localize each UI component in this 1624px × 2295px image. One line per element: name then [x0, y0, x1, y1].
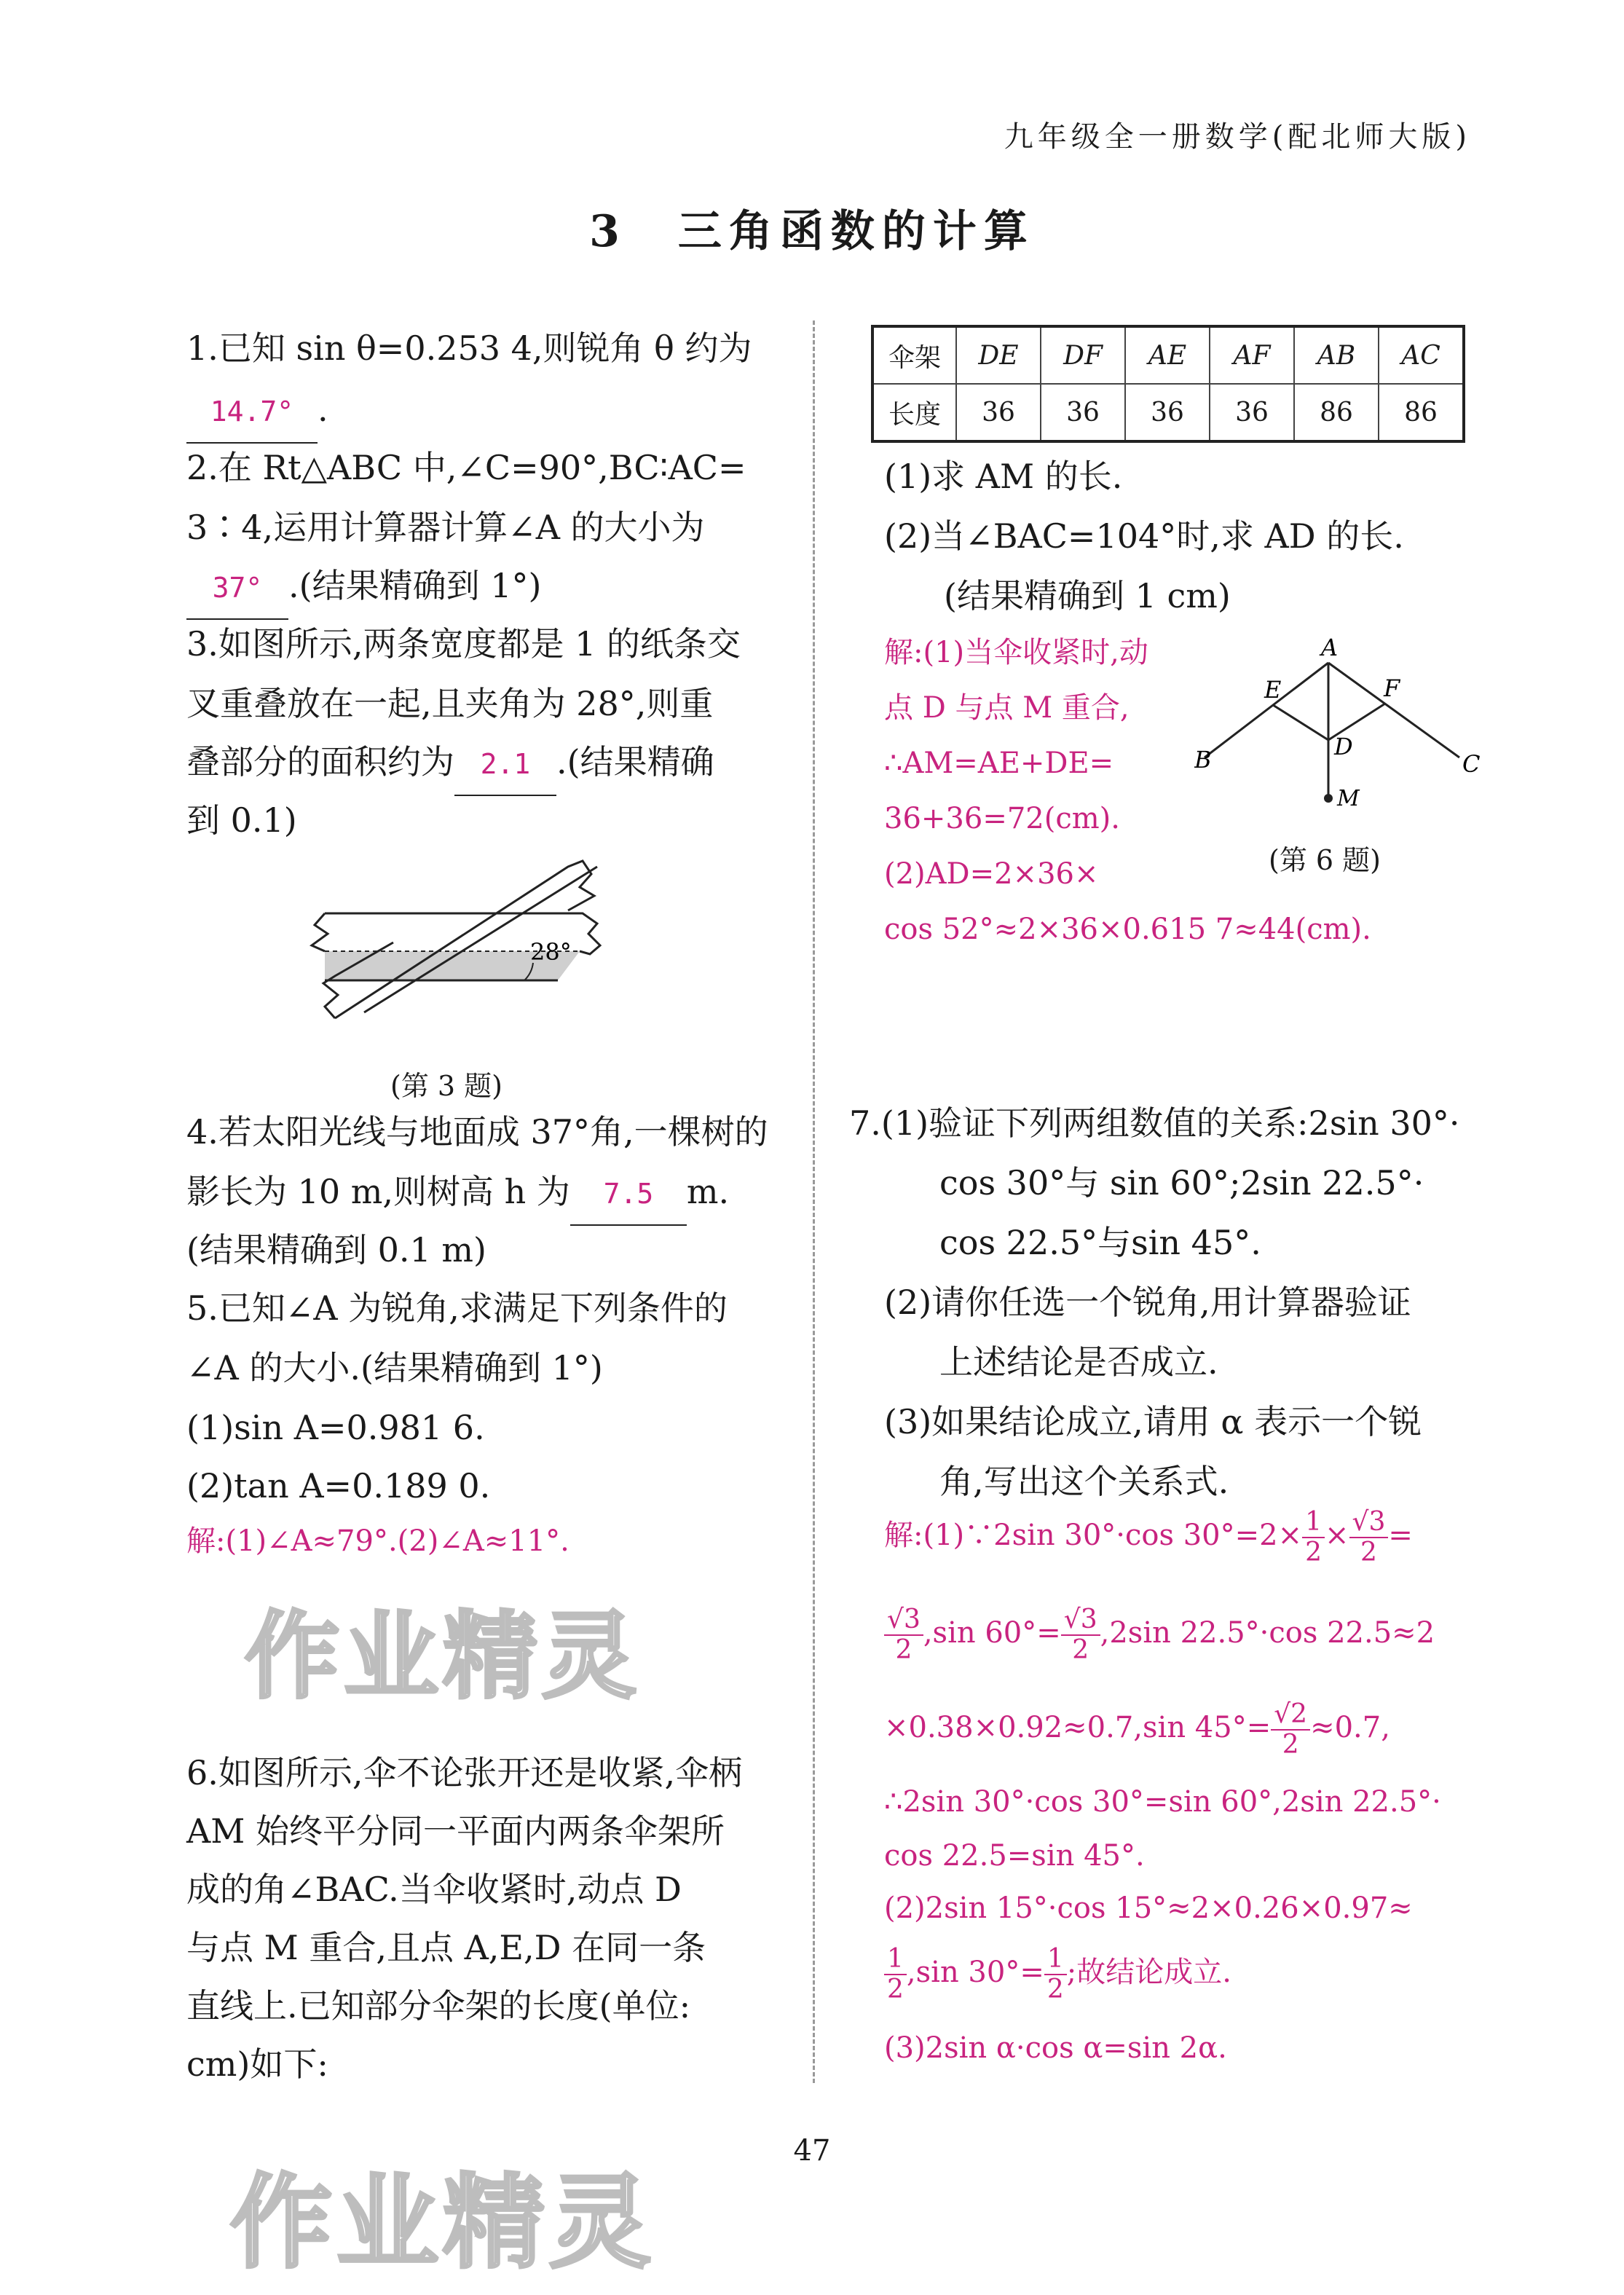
- q3-line3-start: 叠部分的面积约为: [186, 742, 454, 782]
- fraction-den: 2: [1360, 1538, 1377, 1567]
- table-cell: AC: [1379, 326, 1464, 384]
- q6-sol6: cos 52°≈2×36×0.615 7≈44(cm).: [884, 913, 1371, 946]
- q7-sol-c-text: ×0.38×0.92≈0.7,sin 45°=: [884, 1711, 1272, 1744]
- fraction-half: [1302, 1508, 1325, 1567]
- q6-line3: 成的角∠BAC.当伞收紧时,动点 D: [186, 1870, 682, 1909]
- q3-paper-strips-figure: [306, 852, 626, 1034]
- q7-sol-g-text1: ,sin 30°=: [906, 1956, 1044, 1989]
- q1-answer: 14.7°: [186, 381, 318, 444]
- table-cell: 长度: [872, 384, 956, 441]
- q6-caption: (第 6 题): [1269, 844, 1381, 876]
- q7-sol-f: (2)2sin 15°·cos 15°≈2×0.26×0.97≈: [884, 1891, 1413, 1925]
- table-cell: 86: [1294, 384, 1379, 441]
- q6-point-M: [1324, 794, 1333, 803]
- page-header: 九年级全一册数学(配北师大版): [1004, 120, 1471, 154]
- q5-part2: (2)tan A=0.189 0.: [186, 1466, 491, 1505]
- q6-table-header-row: [872, 326, 1464, 384]
- watermark-middle: 作业精灵: [245, 1601, 642, 1712]
- fraction-num: √3: [884, 1605, 923, 1636]
- q3-caption: (第 3 题): [390, 1070, 502, 1102]
- watermark-bottom: 作业精灵: [230, 2164, 656, 2283]
- q6-label-C: C: [1462, 750, 1481, 778]
- q7-sol-b-text2: ,2sin 22.5°·cos 22.5≈2: [1100, 1616, 1435, 1650]
- q4-line1: 4.若太阳光线与地面成 37°角,一棵树的: [186, 1112, 768, 1152]
- fraction-half: [884, 1945, 907, 2004]
- q7-sol-a: [884, 1508, 1413, 1567]
- q5-solution: 解:(1)∠A≈79°.(2)∠A≈11°.: [186, 1524, 569, 1558]
- table-cell: 86: [1379, 384, 1464, 441]
- fraction-num: 1: [884, 1945, 907, 1975]
- q7-sol-g-text2: ;故结论成立.: [1066, 1956, 1231, 1989]
- fraction-num: 1: [1302, 1508, 1325, 1538]
- q3-line4: 到 0.1): [186, 800, 297, 840]
- q2-answer: 37°: [186, 557, 288, 620]
- q3-line3: [186, 731, 714, 796]
- q3-line2: 叉重叠放在一起,且夹角为 28°,则重: [186, 684, 714, 723]
- q7-line5: 上述结论是否成立.: [939, 1342, 1218, 1382]
- fraction-num: √3: [1349, 1508, 1389, 1538]
- q1-end: .: [318, 390, 328, 429]
- q7-sol-c-text2: ≈0.7,: [1310, 1711, 1390, 1744]
- q1-answer-line: [186, 379, 328, 444]
- section-title: 3 三角函数的计算: [589, 206, 1035, 257]
- q6-sol4: 36+36=72(cm).: [884, 802, 1120, 835]
- q3-answer: 2.1: [454, 733, 556, 796]
- q6-part2b: (结果精确到 1 cm): [944, 576, 1231, 615]
- q7-line6: (3)如果结论成立,请用 α 表示一个锐: [884, 1402, 1422, 1441]
- q4-line2-end: m.: [686, 1172, 730, 1211]
- q2-line3: [186, 555, 541, 620]
- q6-line2: AM 始终平分同一平面内两条伞架所: [186, 1811, 725, 1851]
- q6-sol3: ∴AM=AE+DE=: [884, 747, 1114, 780]
- q6-label-D: D: [1334, 733, 1353, 760]
- q7-sol-a-text: 解:(1)∵2sin 30°·cos 30°=2×: [884, 1519, 1303, 1552]
- q7-sol-h: (3)2sin α·cos α=sin 2α.: [884, 2031, 1227, 2065]
- q7-sol-b: [884, 1605, 1435, 1665]
- q4-answer: 7.5: [570, 1163, 687, 1226]
- table-cell: DF: [1041, 326, 1125, 384]
- q6-length-table: [871, 325, 1465, 443]
- q6-label-M: M: [1337, 786, 1360, 811]
- fraction-num: √3: [1061, 1605, 1100, 1636]
- q6-label-F: F: [1384, 674, 1400, 702]
- fraction-half: [1044, 1945, 1067, 2004]
- q1-text: 1.已知 sin θ=0.253 4,则锐角 θ 约为: [186, 328, 752, 368]
- q6-line1: 6.如图所示,伞不论张开还是收紧,伞柄: [186, 1753, 743, 1792]
- q2-line3-end: .(结果精确到 1°): [288, 566, 542, 605]
- fraction-root3-over-2: [1061, 1605, 1100, 1665]
- q3-angle-label: 28°: [530, 938, 572, 966]
- q6-strut-ED: [1273, 705, 1328, 740]
- q2-line2: 3∶4,运用计算器计算∠A 的大小为: [186, 508, 705, 547]
- q5-line2: ∠A 的大小.(结果精确到 1°): [186, 1348, 603, 1387]
- fraction-num: 1: [1044, 1945, 1067, 1975]
- table-cell: AF: [1210, 326, 1294, 384]
- q7-sol-c: [884, 1700, 1390, 1760]
- q4-line3: (结果精确到 0.1 m): [186, 1230, 486, 1269]
- fraction-den: 2: [1282, 1730, 1299, 1760]
- q7-sol-b-text1: ,sin 60°=: [923, 1616, 1061, 1650]
- q6-sol1: 解:(1)当伞收紧时,动: [884, 636, 1148, 669]
- fraction-den: 2: [1072, 1635, 1089, 1665]
- fraction-num: √2: [1271, 1700, 1310, 1731]
- table-cell: 36: [1125, 384, 1210, 441]
- q6-sol5: (2)AD=2×36×: [884, 857, 1099, 891]
- q7-sol-d: ∴2sin 30°·cos 30°=sin 60°,2sin 22.5°·: [884, 1785, 1441, 1819]
- q4-line2: [186, 1161, 729, 1226]
- table-cell: 伞架: [872, 326, 956, 384]
- q4-line2-start: 影长为 10 m,则树高 h 为: [186, 1172, 570, 1211]
- q6-table-value-row: [872, 384, 1464, 441]
- times-sign: ×: [1325, 1519, 1349, 1552]
- fraction-den: 2: [1046, 1975, 1064, 2004]
- q6-label-E: E: [1264, 676, 1282, 704]
- fraction-root3-over-2: [884, 1605, 923, 1665]
- q2-line1: 2.在 Rt△ABC 中,∠C=90°,BC∶AC=: [186, 448, 746, 487]
- q6-label-A: A: [1321, 634, 1339, 661]
- table-cell: AE: [1125, 326, 1210, 384]
- q3-horizontal-strip-left-edge: [312, 913, 328, 951]
- q6-sol2: 点 D 与点 M 重合,: [884, 691, 1130, 725]
- table-cell: 36: [1210, 384, 1294, 441]
- table-cell: DE: [956, 326, 1041, 384]
- page-number: 47: [793, 2134, 831, 2168]
- fraction-root3-over-2: [1349, 1508, 1389, 1567]
- q7-sol-e: cos 22.5=sin 45°.: [884, 1839, 1145, 1873]
- q7-sol-g: [884, 1945, 1231, 2004]
- fraction-root2-over-2: [1271, 1700, 1310, 1760]
- q5-line1: 5.已知∠A 为锐角,求满足下列条件的: [186, 1288, 728, 1328]
- q7-line2: cos 30°与 sin 60°;2sin 22.5°·: [939, 1163, 1424, 1202]
- table-cell: 36: [956, 384, 1041, 441]
- q5-part1: (1)sin A=0.981 6.: [186, 1408, 485, 1447]
- q7-line4: (2)请你任选一个锐角,用计算器验证: [884, 1283, 1411, 1322]
- column-divider: [813, 320, 815, 2083]
- fraction-den: 2: [895, 1635, 912, 1665]
- q6-umbrella-figure: [1194, 634, 1486, 823]
- q6-line5: 直线上.已知部分伞架的长度(单位:: [186, 1986, 691, 2026]
- fraction-den: 2: [887, 1975, 904, 2004]
- q6-line6: cm)如下:: [186, 2044, 328, 2084]
- q3-line3-end: .(结果精确: [556, 742, 714, 782]
- q7-line3: cos 22.5°与sin 45°.: [939, 1223, 1261, 1262]
- q6-part1: (1)求 AM 的长.: [884, 457, 1123, 496]
- equals-sign: =: [1388, 1519, 1413, 1552]
- q7-line7: 角,写出这个关系式.: [939, 1462, 1229, 1501]
- q7-line1: 7.(1)验证下列两组数值的关系:2sin 30°·: [849, 1103, 1460, 1143]
- table-cell: 36: [1041, 384, 1125, 441]
- q6-line4: 与点 M 重合,且点 A,E,D 在同一条: [186, 1928, 706, 1967]
- q6-label-B: B: [1194, 746, 1212, 773]
- table-cell: AB: [1294, 326, 1379, 384]
- q3-line1: 3.如图所示,两条宽度都是 1 的纸条交: [186, 624, 741, 664]
- q6-part2: (2)当∠BAC=104°时,求 AD 的长.: [884, 516, 1404, 556]
- fraction-den: 2: [1305, 1538, 1323, 1567]
